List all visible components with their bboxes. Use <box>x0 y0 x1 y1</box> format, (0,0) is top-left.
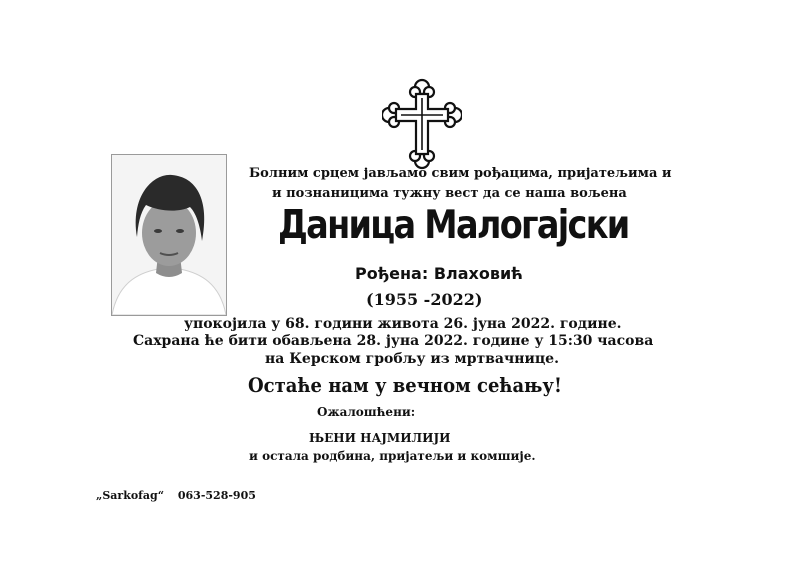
mourners-label: Ожалошћени: <box>317 405 416 419</box>
funeral-time-line: Сахрана ће бити обављена 28. јуна 2022. године у 15:30 часова <box>133 333 654 349</box>
intro-text-line-1: Болним срцем јављамо свим рођацима, пријатељима и <box>249 166 672 181</box>
footer-credit <box>96 490 266 501</box>
deceased-name: Даница Малогајски <box>278 203 629 248</box>
cross-icon <box>382 78 462 170</box>
company-name: „Sarkofag“ <box>96 489 165 502</box>
intro-text-line-2: и познаницима тужну вест да се наша вољена <box>272 186 627 201</box>
family-line-1: ЊЕНИ НАЈМИЛИЈИ <box>309 431 451 445</box>
company-phone: 063-528-905 <box>177 489 256 502</box>
death-date-line: упокојила у 68. години живота 26. јуна 2022. године. <box>184 316 622 332</box>
maiden-name: Рођена: Влаховић <box>355 264 523 283</box>
funeral-place-line: на Керском гробљу из мртвачнице. <box>265 351 559 367</box>
family-line-2: и остала родбина, пријатељи и комшије. <box>249 449 536 463</box>
life-years: (1955 -2022) <box>366 290 483 309</box>
memory-line: Остаће нам у вечном сећању! <box>248 373 562 397</box>
portrait-photo <box>111 154 227 316</box>
